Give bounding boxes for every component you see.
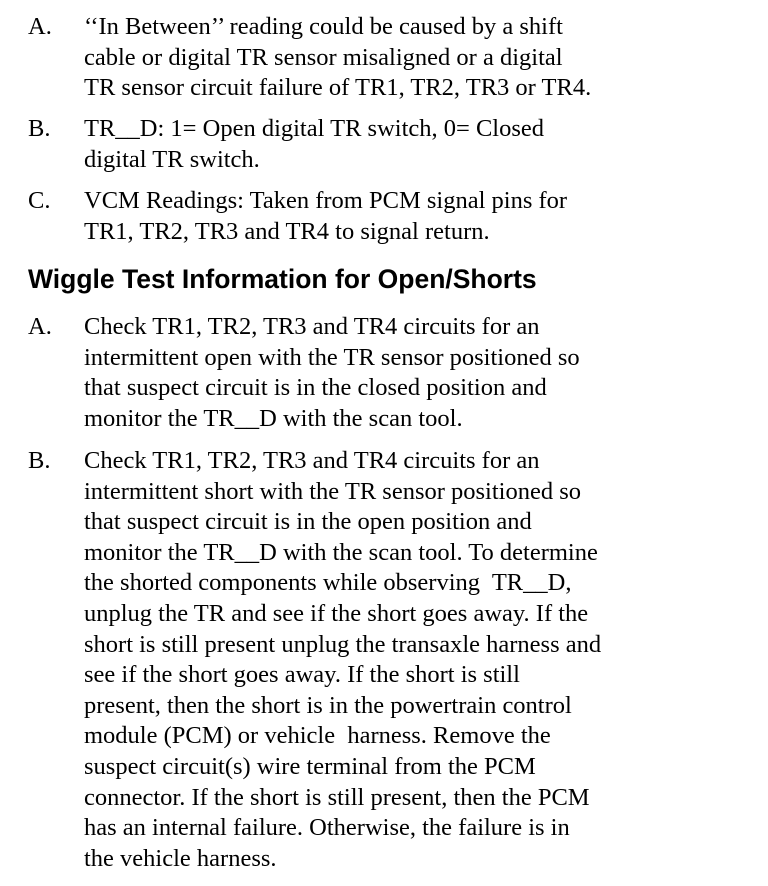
text-line: that suspect circuit is in the open position and — [84, 508, 532, 536]
text-line: that suspect circuit is in the closed position and — [84, 374, 547, 402]
item-text — [84, 186, 724, 247]
text-line: VCM Readings: Taken from PCM signal pins for — [84, 187, 568, 214]
text-line: suspect circuit(s) wire terminal from the PCM — [84, 752, 536, 780]
text-line: digital TR switch. — [84, 145, 260, 173]
text-line: Check TR1, TR2, TR3 and TR4 circuits for an — [84, 447, 540, 474]
text-line: TR sensor circuit failure of TR1, TR2, TR3 or TR4. — [84, 74, 592, 102]
item-letter: A. — [28, 13, 52, 40]
section-heading: Wiggle Test Information for Open/Shorts — [28, 264, 537, 294]
text-line: TR1, TR2, TR3 and TR4 to signal return. — [84, 217, 490, 245]
text-line: ‘‘In Between’’ reading could be caused by a shift — [84, 13, 563, 40]
text-line: intermittent open with the TR sensor positioned so — [84, 343, 580, 371]
text-line: see if the short goes away. If the short is still — [84, 661, 520, 689]
item-text — [84, 312, 724, 434]
text-line: unplug the TR and see if the short goes away. If the — [84, 599, 589, 627]
text-line: Check TR1, TR2, TR3 and TR4 circuits for an — [84, 313, 540, 340]
text-line: has an internal failure. Otherwise, the failure is in — [84, 814, 570, 842]
text-line: monitor the TR__D with the scan tool. — [84, 404, 463, 432]
item-letter: C. — [28, 187, 51, 214]
text-line: short is still present unplug the transaxle harness and — [84, 630, 602, 658]
text-line: present, then the short is in the powertrain control — [84, 691, 572, 719]
item-letter: A. — [28, 313, 52, 340]
item-text — [84, 12, 724, 104]
text-line: the vehicle harness. — [84, 844, 277, 872]
item-text — [84, 446, 724, 874]
text-line: TR__D: 1= Open digital TR switch, 0= Closed — [84, 115, 544, 142]
text-line: monitor the TR__D with the scan tool. To determine — [84, 538, 598, 566]
item-letter: B. — [28, 115, 51, 142]
text-line: connector. If the short is still present, then the PCM — [84, 783, 590, 811]
text-line: intermittent short with the TR sensor positioned so — [84, 477, 581, 505]
item-text — [84, 114, 724, 175]
text-line: cable or digital TR sensor misaligned or a digital — [84, 43, 563, 71]
text-line: module (PCM) or vehicle harness. Remove the — [84, 722, 551, 750]
item-letter: B. — [28, 447, 51, 474]
text-line: the shorted components while observing TR__D, — [84, 569, 572, 597]
